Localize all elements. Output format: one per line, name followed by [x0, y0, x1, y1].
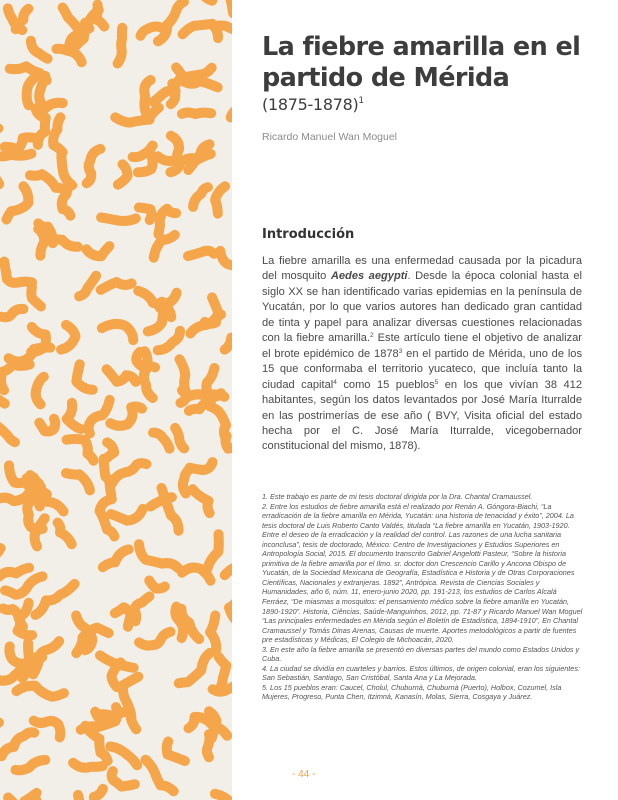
pattern-blob-168: [2, 732, 35, 756]
pattern-blob-154: [16, 686, 64, 697]
pattern-blob-103: [226, 436, 232, 452]
pattern-blob-124: [139, 544, 178, 568]
pattern-blob-65: [31, 287, 41, 306]
pattern-blob-34: [53, 117, 63, 152]
page-number: - 44 -: [292, 769, 316, 780]
footnote-ref-4[interactable]: 4: [333, 378, 337, 386]
pattern-blob-132: [149, 581, 165, 589]
footnote-2: 2. Entre los estudios de fiebre amarilla está el realizado por Renán A. Góngora-Biachi, “La erradicación de la fiebre amarilla en Mérida, Yucatán: una historia de tenacidad y éxito”, 2004. La tesis doctoral de Luis Roberto Canto Valdés, titulada “La fiebre amarilla en Yucatán, 1903-1920. Entre el deseo de la erradicación y la realidad del control. Las razones de una lucha sanitaria inconclusa”, tesis de doctorado, México: Centro de Investigaciones y Estudios Superiores en Antropología Social, 2015. El documento transcrito Gabriel Angelotti Pasteur, “Sobre la historia primitiva de la fiebre amarilla por el Ilmo. sr. doctor don Crescencio Carillo y Ancona Obispo de Yucatán, de la Sociedad Mexicana de Geografía, Estadística e Historia y de Otras Corporaciones Científicas, Nacionales y extranjeras. 1892”, Antrópica. Revista de Ciencias Sociales y Humanidades, año 6, núm. 11, enero-junio 2020, pp. 191-213, los estudios de Carlos Alcalá Ferráez, “De miasmas a mosquitos: el pensamiento médico sobre la fiebre amarilla en Yucatán, 1890-1920”. Historia, Ciências, Saúde-Manguinhos, 2012, pp. 71-87 y Ricardo Manuel Wan Moguel “Las principales enfermedades en Mérida según el Boletín de Estadística, 1894-1910”, En Chantal Cramaussel y Tomás Dinas Arenas, Causas de muerte. Aportes metodológicos a partir de fuentes pre estadísticas y Médicas, El Colegio de Michoacán, 2020.: [262, 501, 583, 645]
species-name: Aedes aegypti: [330, 270, 408, 283]
pattern-blob-116: [111, 509, 143, 521]
body-text-4: en el partido de Mérida, uno de los 15 que conformaba el territorio yucateco, que incluía tanto la ciudad capital: [262, 347, 582, 391]
pattern-blob-182: [215, 794, 232, 800]
pattern-blob-150: [219, 657, 227, 688]
pattern-blob-59: [86, 246, 109, 256]
body-text-1: La fiebre amarilla es una enfermedad causada por la picadura del mosquito: [262, 255, 582, 283]
pattern-blob-142: [210, 615, 216, 650]
pattern-blob-137: [18, 603, 33, 636]
pattern-blob-106: [66, 473, 90, 490]
body-text-3: Este artículo tiene el objetivo de analizar el brote epidémico de 1878: [262, 332, 582, 360]
pattern-blob-139: [115, 607, 131, 627]
pattern-blob-173: [167, 742, 185, 762]
footnote-4: 4. La ciudad se dividía en cuarteles y barrios. Estos últimos, de origen colonial, eran los siguientes: San Sebastián, Santiago, San Cristóbal, Santa Ana y La Mejorada.: [262, 663, 580, 683]
pattern-blob-35: [87, 149, 101, 183]
pattern-blob-110: [190, 462, 213, 470]
pattern-blob-128: [0, 568, 29, 577]
article-title: La fiebre amarilla en el partido de Mérida: [262, 32, 581, 93]
footnote-ref-5[interactable]: 5: [434, 378, 439, 386]
pattern-blob-56: [4, 262, 32, 283]
footnotes: [262, 492, 584, 702]
body-paragraph: [262, 254, 582, 455]
pattern-blob-43: [118, 164, 128, 184]
footnote-3: 3. En este año la fiebre amarilla se presentó en diversas partes del mundo como Estados Unidos y Cuba.: [262, 644, 580, 664]
pattern-blob-131: [103, 549, 129, 567]
pattern-blob-118: [193, 489, 210, 513]
pattern-blob-48: [7, 186, 29, 219]
decorative-pattern: [0, 0, 232, 800]
turing-pattern-graphic: [0, 0, 232, 800]
pattern-blob-1: [16, 9, 29, 30]
pattern-blob-97: [39, 419, 55, 432]
pattern-blob-90: [67, 403, 81, 429]
pattern-blob-180: [112, 771, 135, 787]
pattern-blob-99: [110, 406, 142, 425]
pattern-blob-78: [205, 314, 221, 323]
pattern-blob-74: [61, 325, 76, 350]
pattern-blob-129: [5, 576, 43, 594]
pattern-blob-82: [76, 364, 92, 390]
pattern-blob-179: [94, 789, 103, 800]
pattern-blob-46: [193, 187, 208, 207]
pattern-blob-30: [182, 113, 211, 115]
pattern-blob-126: [208, 534, 219, 568]
pattern-blob-140: [134, 596, 149, 621]
pattern-blob-27: [115, 108, 159, 123]
pattern-blob-42: [61, 155, 72, 185]
footnote-5: 5. Los 15 pueblos eran: Caucel, Cholul, Chuburnà, Chuburnà (Puerto), Holbox, Cozumel, Isla Mujeres, Progreso, Punta Chen, Itzimná, Kanasín, Molas, Sierra, Cosgaya y Juárez.: [262, 682, 562, 702]
pattern-blob-92: [144, 351, 153, 398]
pattern-blob-108: [112, 463, 146, 483]
pattern-blob-170: [73, 763, 103, 768]
pattern-blob-122: [58, 523, 72, 545]
pattern-blob-115: [104, 459, 112, 496]
pattern-blob-50: [62, 194, 71, 216]
pattern-blob-77: [158, 331, 180, 350]
pattern-blob-9: [31, 41, 48, 59]
pattern-blob-100: [153, 433, 170, 449]
pattern-blob-133: [182, 568, 211, 581]
pattern-blob-72: [2, 309, 24, 317]
pattern-blob-177: [14, 793, 36, 800]
pattern-blob-178: [76, 795, 83, 800]
years-footnote-ref[interactable]: 1: [358, 96, 364, 106]
pattern-blob-76: [148, 308, 164, 332]
pattern-blob-81: [1, 365, 30, 391]
pattern-blob-130: [35, 584, 74, 615]
pattern-blob-61: [188, 251, 214, 256]
footnote-ref-2[interactable]: 2: [370, 332, 374, 340]
pattern-blob-62: [220, 251, 232, 266]
pattern-blob-66: [79, 276, 96, 297]
pattern-blob-19: [118, 28, 123, 64]
pattern-blob-31: [231, 102, 232, 118]
pattern-blob-33: [0, 154, 31, 157]
body-text-6: en los que vivían 38 412 habitantes, según los datos levantados por José María Iturralde en las postrimerías de ese año ( BVY, Visita oficial del estado hecha por el C. José María Iturralde, vicegobernador constitucional del mismo, 1878).: [262, 378, 582, 453]
pattern-blob-12: [141, 27, 162, 36]
article-content: [262, 0, 584, 800]
pattern-blob-32: [5, 137, 37, 149]
pattern-blob-83: [107, 369, 136, 382]
pattern-blob-29: [171, 84, 175, 105]
pattern-blob-51: [101, 217, 136, 221]
section-heading: Introducción: [262, 227, 355, 242]
article-author: Ricardo Manuel Wan Moguel: [262, 131, 398, 143]
pattern-blob-148: [139, 632, 170, 646]
pattern-blob-54: [215, 186, 225, 213]
pattern-blob-98: [67, 439, 94, 461]
pattern-blob-67: [101, 282, 132, 290]
pattern-blob-17: [27, 79, 34, 105]
pattern-blob-79: [225, 319, 232, 350]
pattern-blob-157: [179, 653, 210, 683]
pattern-blob-93: [182, 390, 224, 397]
pattern-blob-181: [146, 760, 174, 792]
pattern-blob-174: [207, 734, 210, 757]
pattern-blob-80: [9, 348, 51, 362]
pattern-blob-60: [154, 235, 175, 258]
pattern-blob-101: [175, 428, 184, 449]
pattern-blob-96: [0, 425, 15, 442]
years-text: (1875-1878): [262, 95, 359, 114]
pattern-blob-91: [89, 400, 110, 434]
article-years: [262, 95, 364, 114]
pattern-blob-89: [36, 377, 44, 405]
pattern-blob-37: [158, 136, 179, 161]
pattern-blob-171: [85, 726, 107, 761]
footnote-ref-3[interactable]: 3: [398, 347, 403, 355]
pattern-blob-172: [110, 747, 137, 766]
body-text-2: . Desde la época colonial hasta el siglo XX se han identificado varias epidemias en la península de Yucatán, por lo que varios autores han dedicado gran cantidad de tinta y papel para analizar diversas cuestiones relacionadas con la fiebre amarilla.: [262, 270, 583, 345]
body-text-5: como 15 pueblos: [336, 378, 435, 391]
pattern-blob-169: [16, 760, 46, 770]
pattern-blob-6: [188, 0, 212, 1]
pattern-blob-18: [57, 49, 82, 62]
pattern-blob-135: [229, 579, 232, 624]
footnote-1: 1. Este trabajo es parte de mi tesis doctoral dirigida por la Dra. Chantal Cramaussel.: [262, 492, 533, 501]
pattern-blob-134: [225, 555, 232, 575]
pattern-blob-75: [102, 324, 133, 340]
